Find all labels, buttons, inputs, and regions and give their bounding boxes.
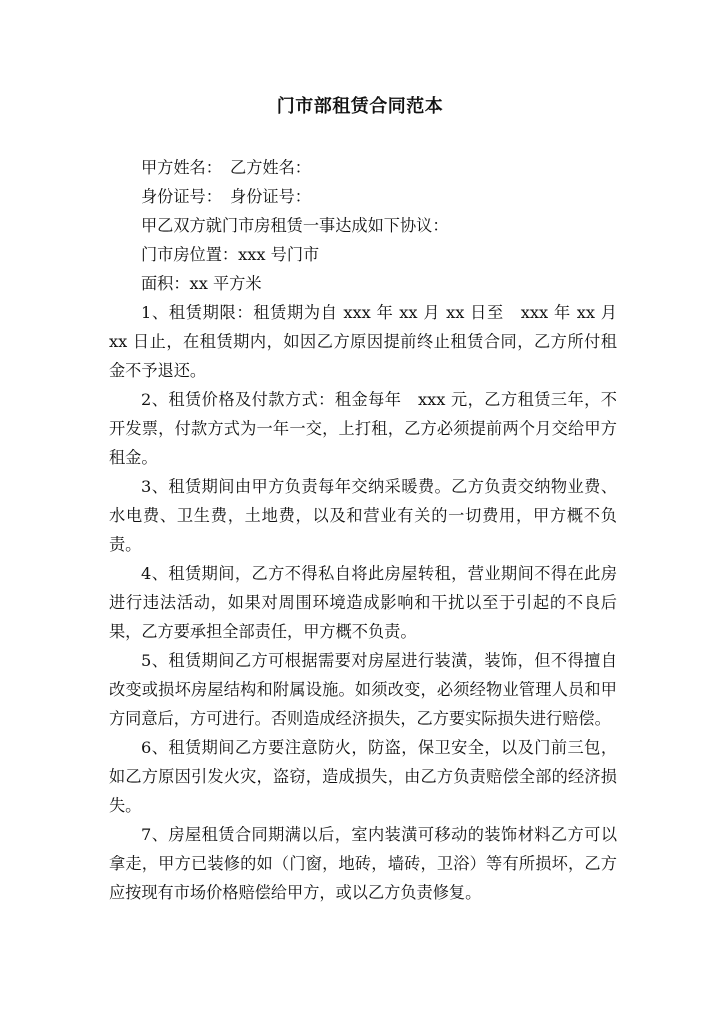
clause-safety: 6、租赁期间乙方要注意防火，防盗，保卫安全，以及门前三包，如乙方原因引发火灾，盗窃，造成损失，由乙方负责赔偿全部的经济损失。 [109, 738, 617, 815]
document-body [109, 153, 617, 907]
clause-decoration: 5、租赁期间乙方可根据需要对房屋进行装潢，装饰，但不得擅自改变或损坏房屋结构和附属设施。如须改变，必须经物业管理人员和甲方同意后，方可进行。否则造成经济损失，乙方要实际损失进行赔偿。 [109, 651, 617, 728]
location-line: 门市房位置：xxx 号门市 [141, 245, 320, 264]
clause-lease-term: 1、租赁期限：租赁期为自 xxx 年 xx 月 xx 日至 xxx 年 xx 月 xx 日止，在租赁期内，如因乙方原因提前终止租赁合同，乙方所付租金不予退还。 [109, 303, 617, 380]
area-line: 面积：xx 平方米 [141, 274, 262, 293]
clause-fees: 3、租赁期间由甲方负责每年交纳采暖费。乙方负责交纳物业费、水电费、卫生费，土地费，以及和营业有关的一切费用，甲方概不负责。 [109, 477, 617, 554]
id-number-line: 身份证号： 身份证号： [141, 187, 311, 206]
document-title: 门市部租赁合同范本 [276, 96, 444, 117]
clause-rent-payment: 2、租赁价格及付款方式：租金每年 xxx 元，乙方租赁三年，不开发票，付款方式为一年一交，上打租，乙方必须提前两个月交给甲方租金。 [109, 390, 617, 467]
party-names-line: 甲方姓名： 乙方姓名： [141, 158, 311, 177]
clause-sublease: 4、租赁期间，乙方不得私自将此房屋转租，营业期间不得在此房进行违法活动，如果对周围环境造成影响和干扰以至于引起的不良后果，乙方要承担全部责任，甲方概不负责。 [109, 564, 617, 641]
clause-expiry: 7、房屋租赁合同期满以后，室内装潢可移动的装饰材料乙方可以拿走，甲方已装修的如（门窗，地砖，墙砖，卫浴）等有所损坏，乙方应按现有市场价格赔偿给甲方，或以乙方负责修复。 [109, 825, 617, 902]
agreement-intro-line: 甲乙双方就门市房租赁一事达成如下协议： [141, 216, 449, 235]
